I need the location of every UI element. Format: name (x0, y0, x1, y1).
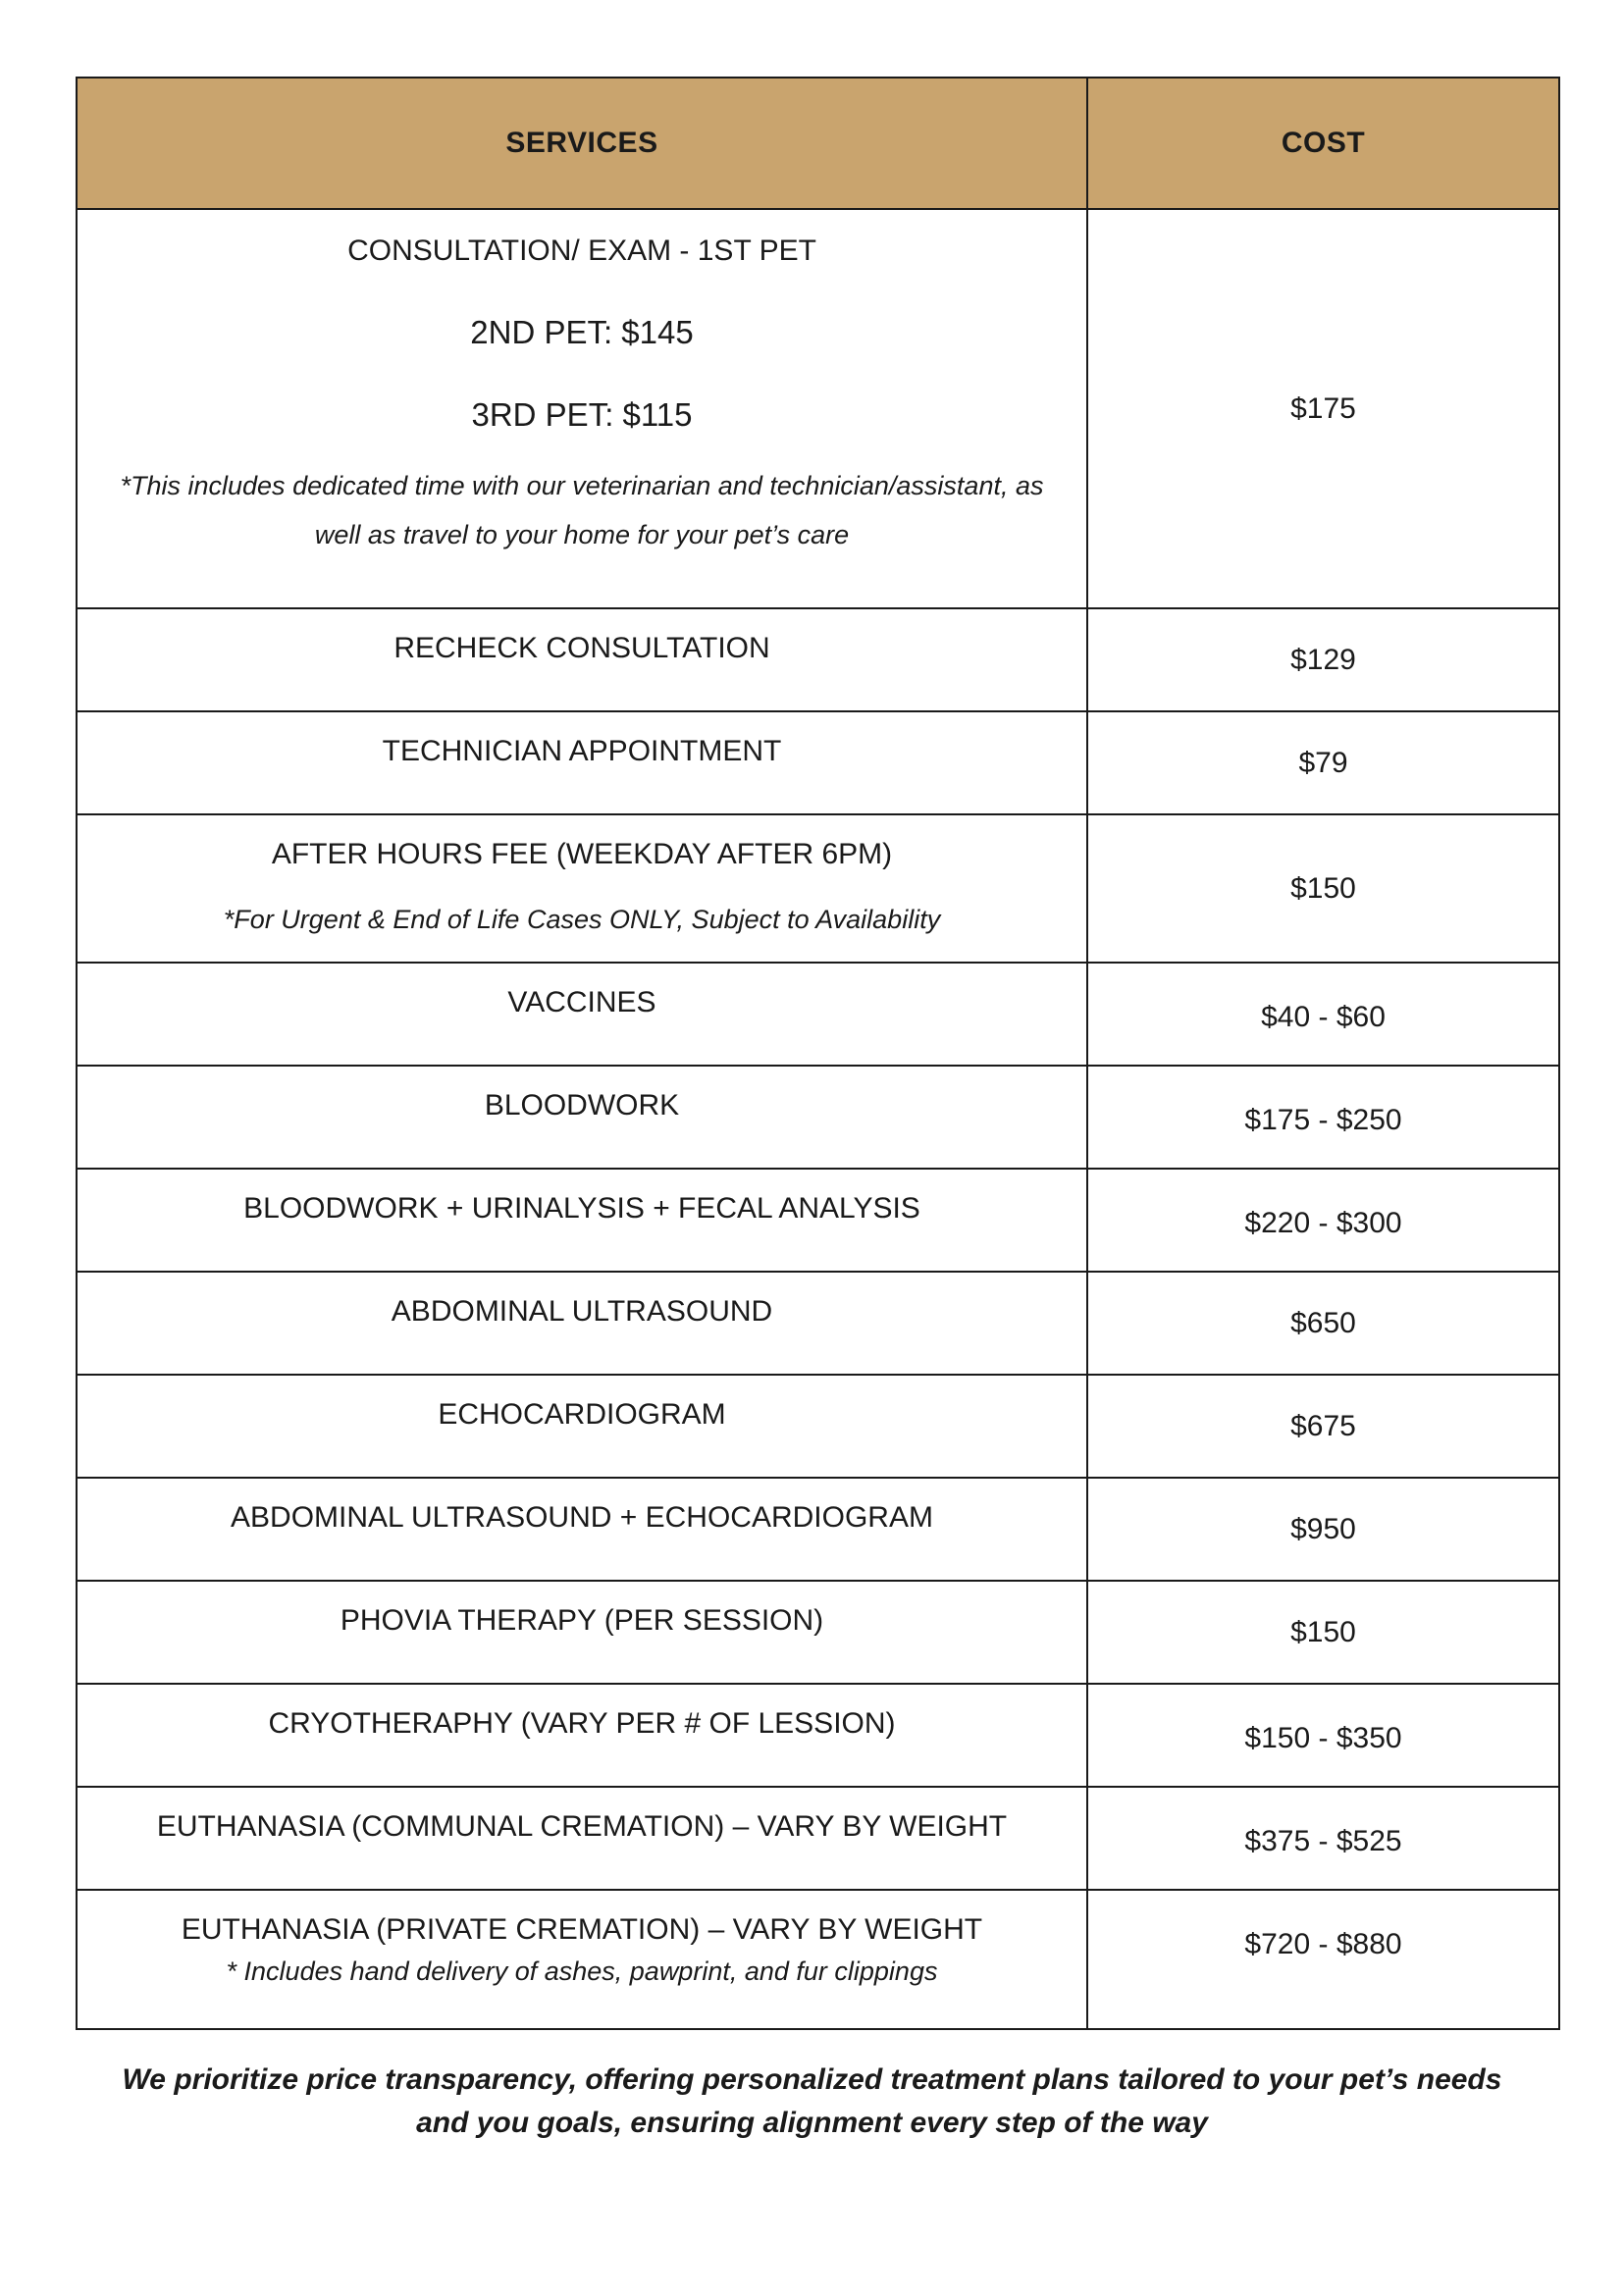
table-row (77, 1478, 1559, 1581)
cost-cell: $129 (1087, 608, 1559, 711)
service-cell (77, 209, 1087, 608)
service-note: *For Urgent & End of Life Cases ONLY, Subject to Availability (223, 905, 941, 934)
cost-cell: $40 - $60 (1087, 963, 1559, 1066)
table-row (77, 1375, 1559, 1478)
price-table (76, 77, 1560, 2030)
service-name: TECHNICIAN APPOINTMENT (382, 735, 782, 767)
cost-cell: $79 (1087, 711, 1559, 814)
service-name: ABDOMINAL ULTRASOUND (391, 1295, 773, 1328)
table-row (77, 608, 1559, 711)
table-row (77, 209, 1559, 608)
service-name: BLOODWORK (484, 1089, 680, 1121)
cost-cell: $175 (1087, 209, 1559, 608)
service-name: EUTHANASIA (PRIVATE CREMATION) – VARY BY WEIGHT (181, 1913, 983, 1946)
service-name: PHOVIA THERAPY (PER SESSION) (340, 1604, 824, 1637)
cost-cell: $720 - $880 (1087, 1890, 1559, 2029)
service-name: EUTHANASIA (COMMUNAL CREMATION) – VARY BY WEIGHT (156, 1810, 1008, 1843)
table-row (77, 1890, 1559, 2029)
table-row (77, 1272, 1559, 1375)
service-name: VACCINES (507, 986, 656, 1018)
table-row (77, 1169, 1559, 1272)
service-name: AFTER HOURS FEE (WEEKDAY AFTER 6PM) (271, 838, 893, 870)
service-name: CONSULTATION/ EXAM - 1ST PET (347, 235, 816, 267)
cost-header: COST (1087, 78, 1559, 209)
table-row (77, 814, 1559, 963)
service-name: ECHOCARDIOGRAM (438, 1398, 726, 1431)
service-name: BLOODWORK + URINALYSIS + FECAL ANALYSIS (243, 1192, 920, 1225)
cost-cell: $150 - $350 (1087, 1684, 1559, 1787)
table-row (77, 711, 1559, 814)
services-header: SERVICES (77, 78, 1087, 209)
cost-cell: $375 - $525 (1087, 1787, 1559, 1890)
cost-cell: $150 (1087, 814, 1559, 963)
footer-note (59, 2059, 1565, 2145)
service-note: *This includes dedicated time with our veterinarian and technician/assistant, as well as travel to your home for your pet’s care (120, 471, 1044, 550)
table-row (77, 1066, 1559, 1169)
cost-cell: $950 (1087, 1478, 1559, 1581)
service-name: CRYOTHERAPHY (VARY PER # OF LESSION) (268, 1707, 896, 1740)
table-row (77, 1684, 1559, 1787)
cost-cell: $150 (1087, 1581, 1559, 1684)
footer-line-2: and you goals, ensuring alignment every step of the way (416, 2107, 1208, 2139)
table-row (77, 1581, 1559, 1684)
second-pet-price: 2ND PET: $145 (470, 314, 694, 350)
table-row (77, 963, 1559, 1066)
table-row (77, 1787, 1559, 1890)
service-name: RECHECK CONSULTATION (393, 632, 770, 664)
cost-cell: $675 (1087, 1375, 1559, 1478)
table-header-row (77, 78, 1559, 209)
service-name: ABDOMINAL ULTRASOUND + ECHOCARDIOGRAM (231, 1501, 933, 1534)
cost-cell: $220 - $300 (1087, 1169, 1559, 1272)
third-pet-price: 3RD PET: $115 (471, 395, 693, 433)
cost-cell: $650 (1087, 1272, 1559, 1375)
service-note: * Includes hand delivery of ashes, pawprint, and fur clippings (226, 1956, 938, 1986)
footer-line-1: We prioritize price transparency, offering personalized treatment plans tailored to your pet’s needs (122, 2063, 1502, 2096)
cost-cell: $175 - $250 (1087, 1066, 1559, 1169)
